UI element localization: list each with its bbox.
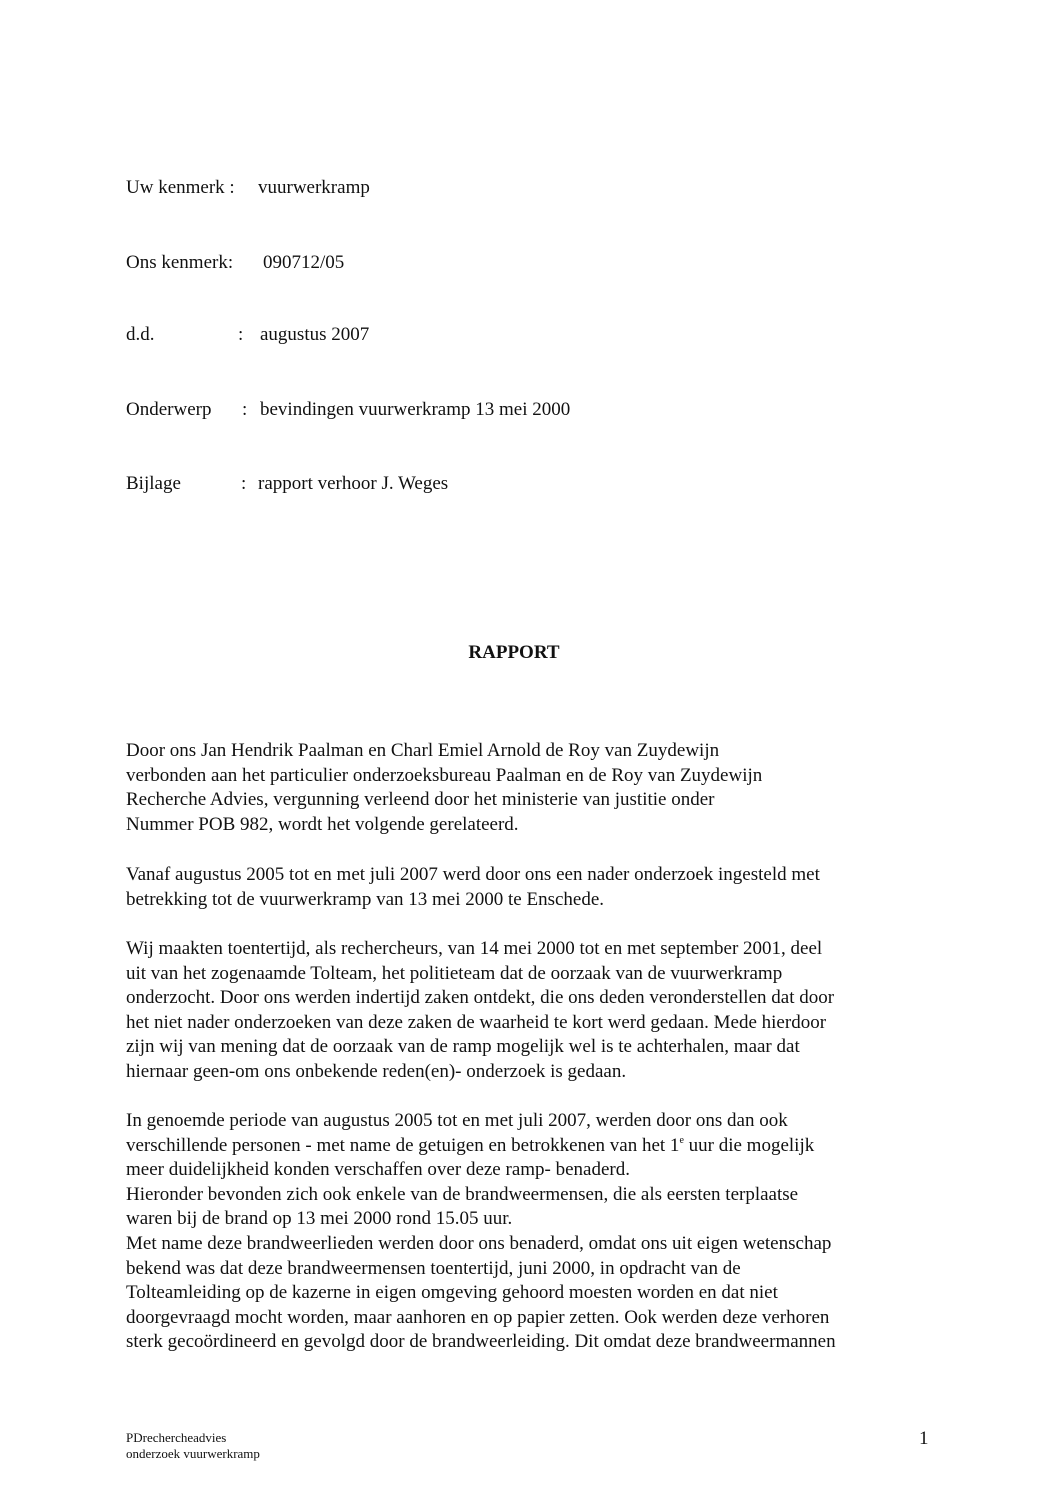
paragraph-line: Met name deze brandweerlieden werden door ons benaderd, omdat ons uit eigen wetenschap xyxy=(126,1232,832,1254)
page-footer xyxy=(126,1430,260,1462)
onderwerp-separator: : xyxy=(242,399,248,420)
ordinal-superscript: e xyxy=(679,1134,684,1146)
paragraph-line: Vanaf augustus 2005 tot en met juli 2007 werd door ons een nader onderzoek ingesteld met xyxy=(126,864,820,885)
paragraph-tolteam xyxy=(126,937,926,1085)
paragraph-line xyxy=(126,1134,926,1159)
report-title: RAPPORT xyxy=(468,642,560,663)
paragraph-line: verbonden aan het particulier onderzoeksbureau Paalman en de Roy van Zuydewijn xyxy=(126,764,763,786)
ons-kenmerk-label: Ons kenmerk: xyxy=(126,252,234,273)
uw-kenmerk-label: Uw kenmerk : xyxy=(126,177,235,198)
date-separator: : xyxy=(238,324,244,345)
bijlage-separator: : xyxy=(241,473,247,494)
paragraph-line: onderzocht. Door ons werden indertijd zaken ontdekt, die ons deden veronderstellen dat door xyxy=(126,987,835,1009)
bijlage-value: rapport verhoor J. Weges xyxy=(258,473,449,494)
bijlage-label: Bijlage xyxy=(126,473,181,494)
paragraph-introduction xyxy=(126,739,926,837)
onderwerp-value: bevindingen vuurwerkramp 13 mei 2000 xyxy=(260,399,571,420)
paragraph-line: Recherche Advies, vergunning verleend door het ministerie van justitie onder xyxy=(126,789,715,811)
paragraph-line: Tolteamleiding op de kazerne in eigen omgeving gehoord moesten worden en dat niet xyxy=(126,1282,778,1304)
paragraph-line: hiernaar geen-om ons onbekende reden(en)- onderzoek is gedaan. xyxy=(126,1060,627,1082)
paragraph-line: bekend was dat deze brandweermensen toentertijd, juni 2000, in opdracht van de xyxy=(126,1257,741,1279)
ons-kenmerk-value: 090712/05 xyxy=(263,252,345,273)
footer-subject: onderzoek vuurwerkramp xyxy=(126,1446,260,1461)
paragraph-line: betrekking tot de vuurwerkramp van 13 mei 2000 te Enschede. xyxy=(126,888,605,910)
paragraph-line: Door ons Jan Hendrik Paalman en Charl Emiel Arnold de Roy van Zuydewijn xyxy=(126,740,720,761)
paragraph-line: het niet nader onderzoeken van deze zaken de waarheid te kort werd gedaan. Mede hierdoor xyxy=(126,1011,827,1033)
paragraph-line: Nummer POB 982, wordt het volgende gerelateerd. xyxy=(126,813,519,835)
paragraph-line: uit van het zogenaamde Tolteam, het politieteam dat de oorzaak van de vuurwerkramp xyxy=(126,962,783,984)
paragraph-line: Wij maakten toentertijd, als rechercheurs, van 14 mei 2000 tot en met september 2001, deel xyxy=(126,938,823,959)
uw-kenmerk-value: vuurwerkramp xyxy=(258,177,370,198)
page-number: 1 xyxy=(919,1428,929,1449)
paragraph-line: doorgevraagd mocht worden, maar aanhoren en op papier zetten. Ook werden deze verhoren xyxy=(126,1306,830,1328)
line-text: verschillende personen - met name de getuigen en betrokkenen van het 1 xyxy=(126,1134,680,1156)
date-value: augustus 2007 xyxy=(260,324,370,345)
paragraph-line: waren bij de brand op 13 mei 2000 rond 15.05 uur. xyxy=(126,1208,513,1230)
paragraph-line: In genoemde periode van augustus 2005 tot en met juli 2007, werden door ons dan ook xyxy=(126,1110,788,1131)
paragraph-line: zijn wij van mening dat de oorzaak van de ramp mogelijk wel is te achterhalen, maar dat xyxy=(126,1036,800,1058)
line-text: uur die mogelijk xyxy=(683,1134,815,1156)
paragraph-witnesses xyxy=(126,1109,926,1355)
date-label: d.d. xyxy=(126,324,155,345)
paragraph-line: meer duidelijkheid konden verschaffen over deze ramp- benaderd. xyxy=(126,1159,630,1181)
paragraph-line: sterk gecoördineerd en gevolgd door de brandweerleiding. Dit omdat deze brandweermannen xyxy=(126,1331,836,1353)
paragraph-period xyxy=(126,863,926,912)
footer-company: PDrechercheadvies xyxy=(126,1430,227,1445)
paragraph-line: Hieronder bevonden zich ook enkele van de brandweermensen, die als eersten terplaatse xyxy=(126,1183,799,1205)
onderwerp-label: Onderwerp xyxy=(126,399,212,420)
